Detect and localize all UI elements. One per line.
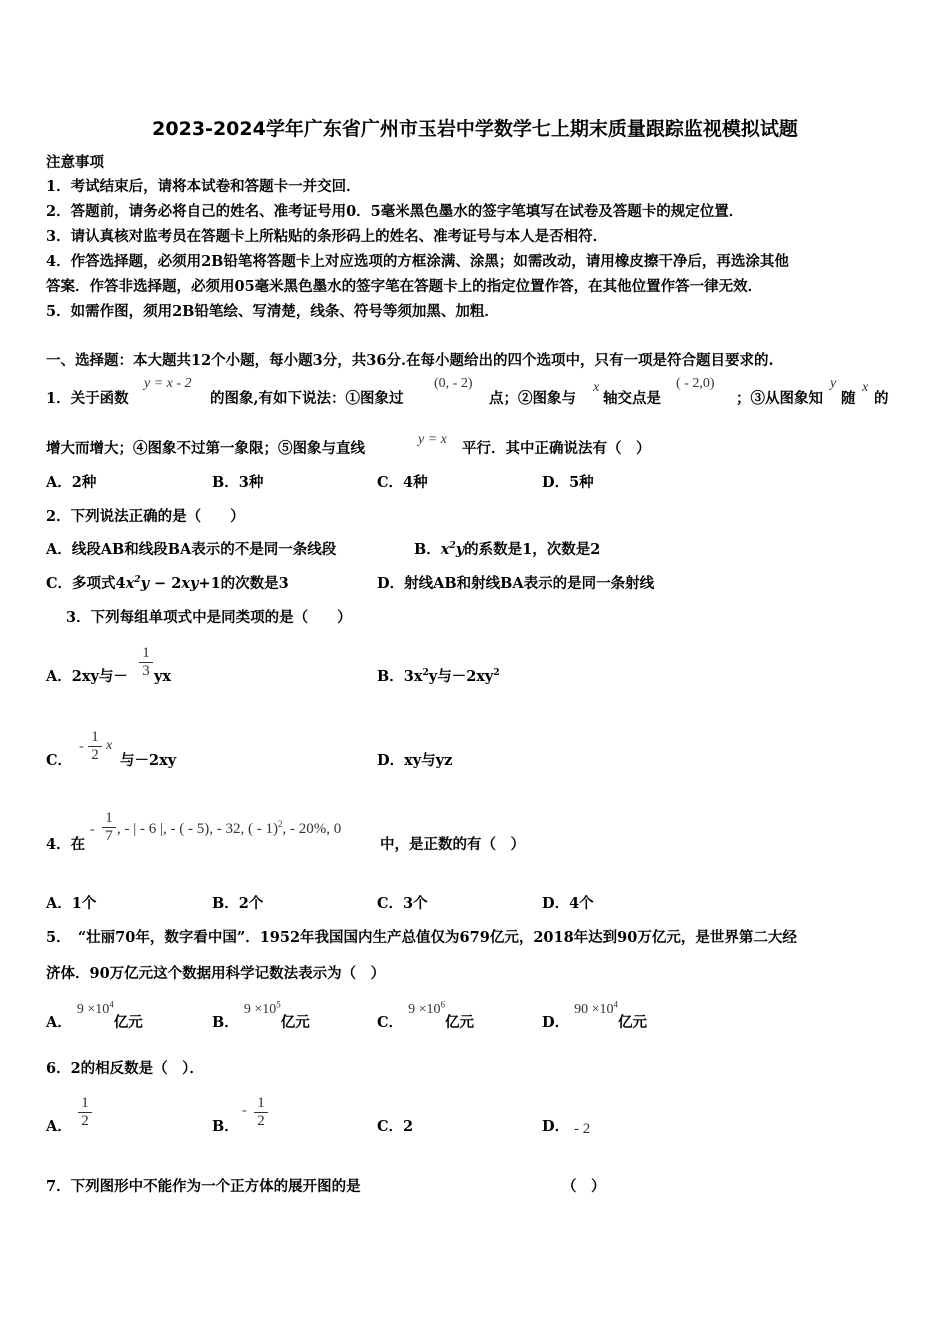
q1-text: 点；②图象与: [489, 390, 576, 407]
sci-notation: [243, 999, 281, 1017]
minus-sign: -: [90, 822, 95, 837]
q1-math: x: [593, 380, 600, 395]
q3-b-text: y与－2xy: [428, 668, 494, 685]
exponent: 2: [493, 668, 500, 679]
q3-option-a-tail: yx: [154, 668, 172, 685]
unit: 亿元: [445, 1014, 475, 1031]
q1-option[interactable]: C．4种: [377, 474, 428, 491]
sci-notation: [76, 999, 114, 1017]
fraction-numerator: 1: [81, 1095, 89, 1111]
q1-math: ( - 2,0): [676, 376, 715, 391]
q3-option-a[interactable]: A．2xy与－: [46, 668, 128, 685]
sci-notation: [408, 999, 446, 1017]
q1-text: 增大而增大；④图象不过第一象限；⑤图象与直线: [46, 440, 365, 457]
fraction-denominator: 7: [105, 828, 113, 844]
page-title: 2023-2024学年广东省广州市玉岩中学数学七上期末质量跟踪监视模拟试题: [152, 118, 798, 140]
notice-item: 答案．作答非选择题，必须用05毫米黑色墨水的签字笔在答题卡上的指定位置作答，在其他位置作答一律无效．: [46, 278, 763, 295]
q3-option-d[interactable]: D．xy与yz: [377, 752, 453, 769]
q1-option[interactable]: A．2种: [46, 474, 97, 491]
fraction-denominator: 2: [91, 747, 99, 763]
minus-sign: -: [79, 739, 84, 754]
q5-stem: 济体．90万亿元这个数据用科学记数法表示为（ ）: [46, 965, 386, 982]
exponent: 5: [276, 999, 281, 1010]
fraction-denominator: 2: [257, 1113, 265, 1129]
q6-b-fraction: [254, 1095, 268, 1130]
exponent: 4: [109, 999, 114, 1010]
q6-d-value: - 2: [574, 1121, 591, 1137]
q2-option-b[interactable]: [414, 541, 600, 559]
notice-item: 1．考试结束后，请将本试卷和答题卡一并交回．: [46, 178, 361, 195]
q3-a-fraction: [139, 645, 153, 680]
q1-text: 轴交点是: [603, 390, 661, 407]
q2-expr: $x^2y$: [440, 541, 465, 558]
q6-option-a[interactable]: A．: [46, 1118, 72, 1135]
unit: 亿元: [280, 1014, 310, 1031]
option-label: B．: [212, 1014, 239, 1031]
q6-option-d[interactable]: D．: [542, 1118, 570, 1135]
q1-math: y = x: [418, 432, 447, 447]
sci-base: 9 ×10: [243, 1002, 277, 1017]
q1-option[interactable]: B．3种: [212, 474, 264, 491]
q6-a-fraction: [78, 1095, 92, 1130]
option-label: A．: [46, 1014, 72, 1031]
sci-notation: [574, 999, 619, 1017]
q2-option-c[interactable]: C．多项式$4x^2y - 2xy+1$的次数是3: [46, 575, 289, 592]
fraction-numerator: 1: [91, 729, 99, 745]
q2-stem: 2．下列说法正确的是（ ）: [46, 508, 245, 525]
q4-list-part: , - | - 6 |, - ( - 5), - 32, ( - 1): [117, 821, 278, 837]
q4-number-list: [117, 821, 341, 838]
q1-math: x: [862, 380, 869, 395]
q1-text: ；③从图象知: [736, 390, 823, 407]
fraction-numerator: 1: [142, 645, 150, 661]
section-heading: 一、选择题：本大题共12个小题，每小题3分，共36分.在每小题给出的四个选项中，只有一项是符合题目要求的.: [46, 352, 774, 369]
q7-stem: 7．下列图形中不能作为一个正方体的展开图的是: [46, 1178, 361, 1195]
q3-option-c-tail: 与－2xy: [120, 752, 177, 769]
q3-stem: 3．下列每组单项式中是同类项的是（ ）: [66, 609, 352, 626]
exponent: 2: [422, 668, 429, 679]
q1-text: 的: [874, 390, 889, 407]
exponent: 4: [613, 999, 619, 1010]
q1-text: 随: [841, 390, 856, 407]
notice-heading: 注意事项: [46, 154, 104, 171]
variable: x: [106, 738, 113, 753]
exponent: 2: [277, 819, 283, 829]
q1-math: (0, - 2): [434, 376, 473, 391]
notice-item: 2．答题前，请务必将自己的姓名、准考证号用0．5毫米黑色墨水的签字笔填写在试卷及答题卡的规定位置．: [46, 203, 744, 220]
q2-option-text: 的系数是1，次数是2: [464, 541, 601, 558]
q3-c-fraction: [88, 729, 102, 764]
exponent: 6: [440, 999, 446, 1010]
q4-fraction: [102, 810, 116, 845]
q6-option-c[interactable]: C．2: [377, 1118, 414, 1135]
q1-math: y = x - 2: [144, 376, 192, 391]
q4-text: 中，是正数的有（ ）: [380, 836, 525, 853]
q7-answer-blank: （ ）: [562, 1178, 606, 1195]
q2-expr: $x^2y$: [125, 575, 149, 592]
q2-option-label: C．多项式4: [46, 575, 126, 592]
fraction-denominator: 3: [142, 663, 150, 679]
notice-item: 3．请认真核对监考员在答题卡上所粘贴的条形码上的姓名、准考证号与本人是否相符．: [46, 228, 608, 245]
sci-base: 9 ×10: [76, 1002, 110, 1017]
option-label: D．: [542, 1014, 570, 1031]
q6-stem: 6．2的相反数是（ ）．: [46, 1060, 204, 1077]
q5-stem: 5． “壮丽70年，数字看中国”．1952年我国国内生产总值仅为679亿元，2018年达到90万亿元，是世界第二大经: [46, 929, 797, 946]
sci-base: 90 ×10: [574, 1002, 614, 1017]
minus-sign: -: [242, 1103, 247, 1118]
q2-option-label: B．: [414, 541, 441, 558]
sci-base: 9 ×10: [408, 1002, 441, 1017]
q1-text: 平行．其中正确说法有（ ）: [462, 440, 651, 457]
q3-option-b[interactable]: [377, 668, 500, 686]
fraction-numerator: 1: [105, 810, 113, 826]
q4-list-part: , - 20%, 0: [282, 821, 342, 837]
q1-text: 1．关于函数: [46, 390, 129, 407]
q4-option[interactable]: D．4个: [542, 895, 594, 912]
q1-text: 的图象,有如下说法：①图象过: [210, 390, 404, 407]
unit: 亿元: [618, 1014, 648, 1031]
q1-option[interactable]: D．5种: [542, 474, 594, 491]
q4-option[interactable]: C．3个: [377, 895, 428, 912]
q2-option-a[interactable]: A．线段AB和线段BA表示的不是同一条线段: [46, 541, 337, 558]
q1-math: y: [830, 376, 837, 391]
fraction-denominator: 2: [81, 1113, 89, 1129]
unit: 亿元: [113, 1014, 143, 1031]
q6-option-b[interactable]: B．: [212, 1118, 239, 1135]
q3-option-c[interactable]: C．: [46, 752, 73, 769]
option-label: C．: [377, 1014, 404, 1031]
q2-option-text: 的次数是3: [220, 575, 289, 592]
notice-item: 5．如需作图，须用2B铅笔绘、写清楚，线条、符号等须加黑、加粗．: [46, 303, 499, 320]
q4-text: 4．在: [46, 836, 86, 853]
notice-item: 4．作答选择题，必须用2B铅笔将答题卡上对应选项的方框涂满、涂黑；如需改动，请用橡皮擦干净后，再选涂其他: [46, 253, 789, 270]
q4-option[interactable]: B．2个: [212, 895, 264, 912]
q3-b-text: B．3x: [377, 668, 423, 685]
fraction-numerator: 1: [257, 1095, 265, 1111]
q2-option-d[interactable]: D．射线AB和射线BA表示的是同一条射线: [377, 575, 655, 592]
q4-option[interactable]: A．1个: [46, 895, 97, 912]
